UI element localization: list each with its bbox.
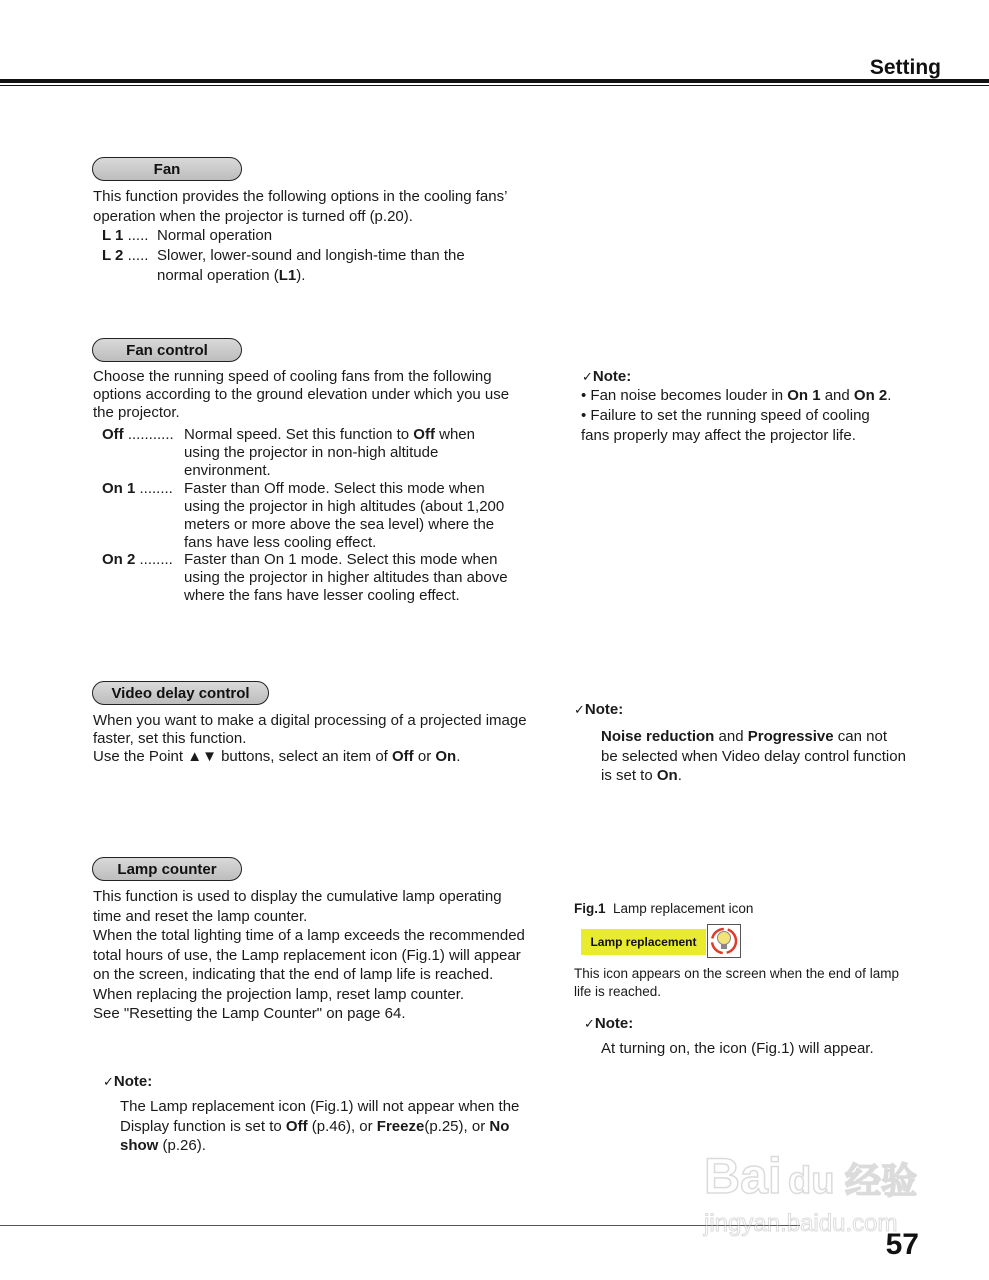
fan-section-pill: Fan <box>92 157 242 181</box>
option-desc: Normal speed. Set this function to Off when using the projector in non-high altitude environment. <box>184 426 475 479</box>
option-key: L 2 <box>102 247 124 264</box>
option-dots: ..... <box>123 247 149 264</box>
check-icon: ✓ <box>103 1075 114 1090</box>
option-dots: ........... <box>123 426 174 443</box>
option-key: On 1 <box>102 480 136 497</box>
video-delay-section-pill: Video delay control <box>92 681 269 705</box>
fan-control-intro: Choose the running speed of cooling fans from the following options according to the ground elevation under which you use the projector. <box>93 368 510 421</box>
lamp-counter-body: This function is used to display the cumulative lamp operating time and reset the lamp counter. When the total lighting time of a lamp exceeds the recommended total hours of use, the Lamp replacement icon (Fig.1) will appear on the screen, indicating that the end of lamp life is reached. When replacing the projection lamp, reset lamp counter. See "Resetting the Lamp Counter" on page 64. <box>93 888 525 1022</box>
option-key: On 2 <box>102 551 136 568</box>
fan-control-section-pill: Fan control <box>92 338 242 362</box>
lamp-replacement-icon <box>707 924 741 958</box>
check-icon: ✓ <box>584 1017 595 1032</box>
svg-text:经验: 经验 <box>845 1161 918 1202</box>
lamp-replacement-label: Lamp replacement <box>581 929 706 955</box>
fan-intro: This function provides the following options in the cooling fans’ operation when the projector is turned off (p.20). <box>93 188 507 225</box>
video-delay-note-text: Noise reduction and Progressive can not be selected when Video delay control function is set to On. <box>601 728 906 784</box>
page-number: 57 <box>885 1228 919 1261</box>
option-dots: ..... <box>123 227 149 244</box>
option-desc: Slower, lower-sound and longish-time than the normal operation (L1). <box>157 247 465 284</box>
lamp-counter-note-text: The Lamp replacement icon (Fig.1) will not appear when the Display function is set to Off (p.46), or Freeze(p.25), or No show (p.26). <box>120 1098 520 1154</box>
fan-control-option-on2 <box>102 551 522 623</box>
fan-control-note-title: ✓Note: <box>582 368 632 385</box>
lamp-counter-section-pill: Lamp counter <box>92 857 242 881</box>
svg-text:jingyan.baidu.com: jingyan.baidu.com <box>704 1210 898 1237</box>
option-key: L 1 <box>102 227 124 244</box>
fan-option-l1 <box>102 227 522 247</box>
check-icon: ✓ <box>574 703 585 718</box>
fig1-description: This icon appears on the screen when the end of lamp life is reached. <box>574 966 899 999</box>
option-desc: Normal operation <box>157 227 273 244</box>
header-title: Setting <box>869 56 941 79</box>
option-desc: Faster than Off mode. Select this mode when using the projector in high altitudes (about 1,200 meters or more above the sea level) where the fans have less cooling effect. <box>184 480 505 551</box>
fan-control-note-bullet-1: • Fan noise becomes louder in On 1 and On 2. <box>581 387 892 404</box>
fan-control-option-off <box>102 426 522 480</box>
option-dots: ........ <box>135 551 173 568</box>
video-delay-line2: Use the Point ▲▼ buttons, select an item of Off or On. <box>93 748 461 765</box>
header-rule-thin <box>0 85 989 86</box>
lamp-note2-text: At turning on, the icon (Fig.1) will appear. <box>601 1040 874 1057</box>
option-dots: ........ <box>135 480 173 497</box>
fig1-caption: Fig.1 Lamp replacement icon <box>574 901 754 916</box>
baidu-watermark <box>700 1135 940 1245</box>
option-desc: Faster than On 1 mode. Select this mode when using the projector in higher altitudes than above where the fans have lesser cooling effect. <box>184 551 508 604</box>
lamp-note2-title: ✓Note: <box>584 1015 634 1032</box>
lamp-counter-note-title: ✓Note: <box>103 1073 153 1090</box>
fan-control-note-bullet-2: • Failure to set the running speed of cooling fans properly may affect the projector life. <box>581 407 870 444</box>
header-rule <box>0 79 989 83</box>
fan-option-l2 <box>102 246 522 286</box>
option-key: Off <box>102 426 124 443</box>
video-delay-line1: When you want to make a digital processing of a projected image faster, set this function. <box>93 712 527 747</box>
svg-text:Bai: Bai <box>704 1148 782 1204</box>
check-icon: ✓ <box>582 370 593 385</box>
svg-text:du: du <box>788 1160 835 1202</box>
video-delay-note-title: ✓Note: <box>574 701 624 718</box>
footer-rule <box>0 1225 800 1226</box>
fan-control-option-on1 <box>102 480 522 552</box>
